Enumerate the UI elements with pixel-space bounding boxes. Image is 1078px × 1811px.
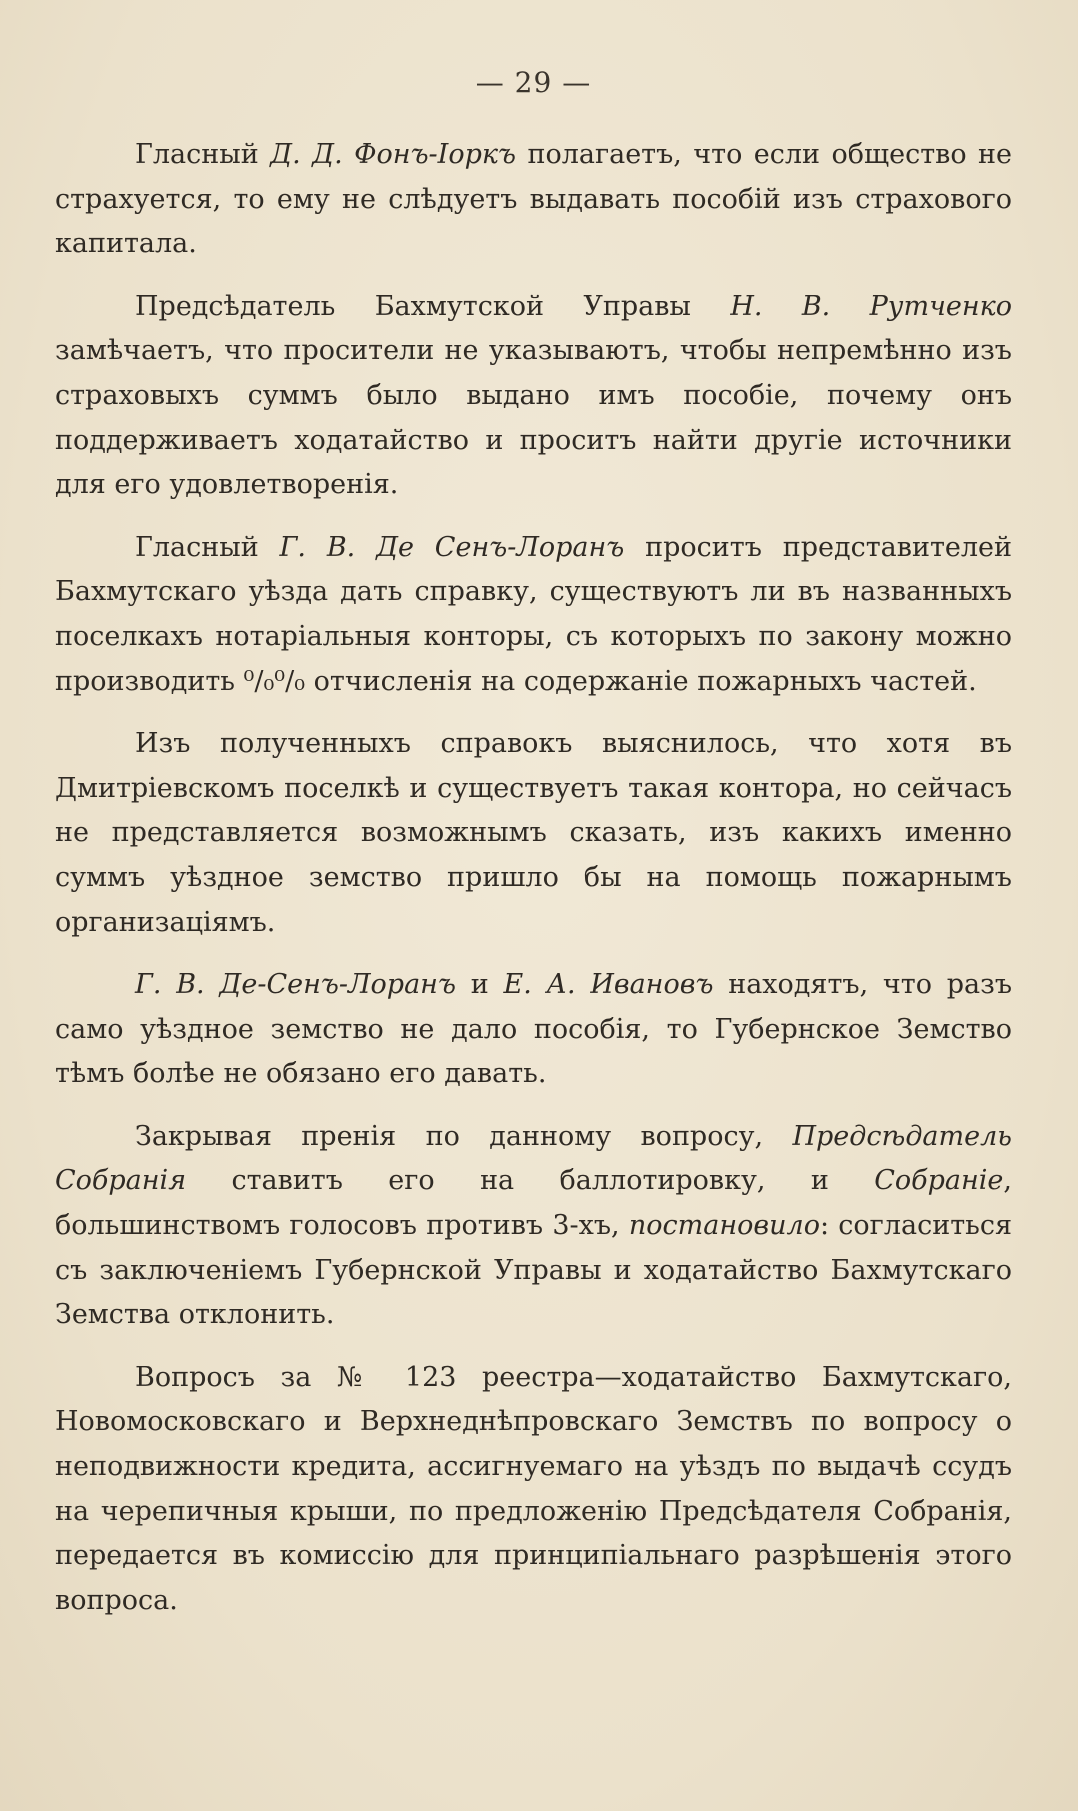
text-run: Гласный <box>135 139 271 170</box>
text-run: Предсѣдатель Бахмутской Управы <box>135 290 731 322</box>
emphasis: постановило <box>628 1210 820 1242</box>
text-run: находятъ, что разъ само уѣздное земство не дало пособія, то Губернское Земство тѣмъ болѣе не обязано его давать. <box>55 969 1012 1090</box>
text-run: Закрывая пренія по данному вопросу, <box>135 1120 793 1152</box>
text-run: замѣчаетъ, что просители не указываютъ, чтобы непремѣнно изъ страховыхъ суммъ было выдано имъ пособіе, почему онъ поддерживаетъ ходатайство и проситъ найти другіе источники для его удовлетворенія. <box>55 335 1012 501</box>
text-run: Вопросъ за № 123 реестра—ходатайство Бахмутскаго, Новомосковскаго и Верхнеднѣпровскаго Земствъ по вопросу о неподвижности кредита, ассигнуемаго на уѣздъ по выдачѣ ссудъ на черепичныя крыши, по предложенію Предсѣдателя Собранія, передается въ комиссію для принципіальнаго разрѣшенія этого вопроса. <box>55 1361 1012 1616</box>
speaker-name: Н. В. Рутченко <box>730 290 1013 322</box>
paragraph-2 <box>55 285 1012 508</box>
paragraph-5 <box>55 963 1012 1097</box>
emphasis: Предсѣдатель Собранія <box>55 1120 1012 1197</box>
paragraph-4 <box>55 722 1012 945</box>
text-run: : согласиться съ заключеніемъ Губернской Управы и ходатайство Бахмутскаго Земства отклонить. <box>55 1210 1012 1331</box>
paragraph-7 <box>55 1356 1012 1624</box>
text-run: проситъ представителей Бахмутскаго уѣзда дать справку, существуютъ ли въ названныхъ поселкахъ нотаріальныя конторы, съ которыхъ по закону можно производить ⁰/₀⁰/₀ отчисленія на содержаніе пожарныхъ частей. <box>55 531 1012 697</box>
speaker-name: Е. А. Ивановъ <box>503 969 714 1001</box>
text-run: Изъ полученныхъ справокъ выяснилось, что хотя въ Дмитріевскомъ поселкѣ и существуетъ такая контора, но сейчасъ не представляется возможнымъ сказать, изъ какихъ именно суммъ уѣздное земство пришло бы на помощь пожарнымъ организаціямъ. <box>55 728 1012 938</box>
page-number: — 29 — <box>475 66 592 99</box>
text-run: , большинствомъ голосовъ противъ 3-хъ, <box>55 1165 1012 1242</box>
speaker-name: Г. В. Де-Сенъ-Лоранъ <box>135 969 456 1001</box>
paragraph-3 <box>55 526 1012 704</box>
emphasis: Собраніе <box>874 1165 1004 1197</box>
text-run: ставитъ его на баллотировку, и <box>186 1165 875 1197</box>
paragraph-1 <box>55 133 1012 267</box>
text-run: полагаетъ, что если общество не страхуется, то ему не слѣдуетъ выдавать пособій изъ страхового капитала. <box>55 139 1012 260</box>
paragraph-6 <box>55 1115 1012 1338</box>
speaker-name: Г. В. Де Сенъ-Лоранъ <box>279 531 625 563</box>
speaker-name: Д. Д. Фонъ-Іоркъ <box>270 139 517 170</box>
text-run: и <box>455 969 504 1001</box>
text-run: Гласный <box>135 531 280 563</box>
